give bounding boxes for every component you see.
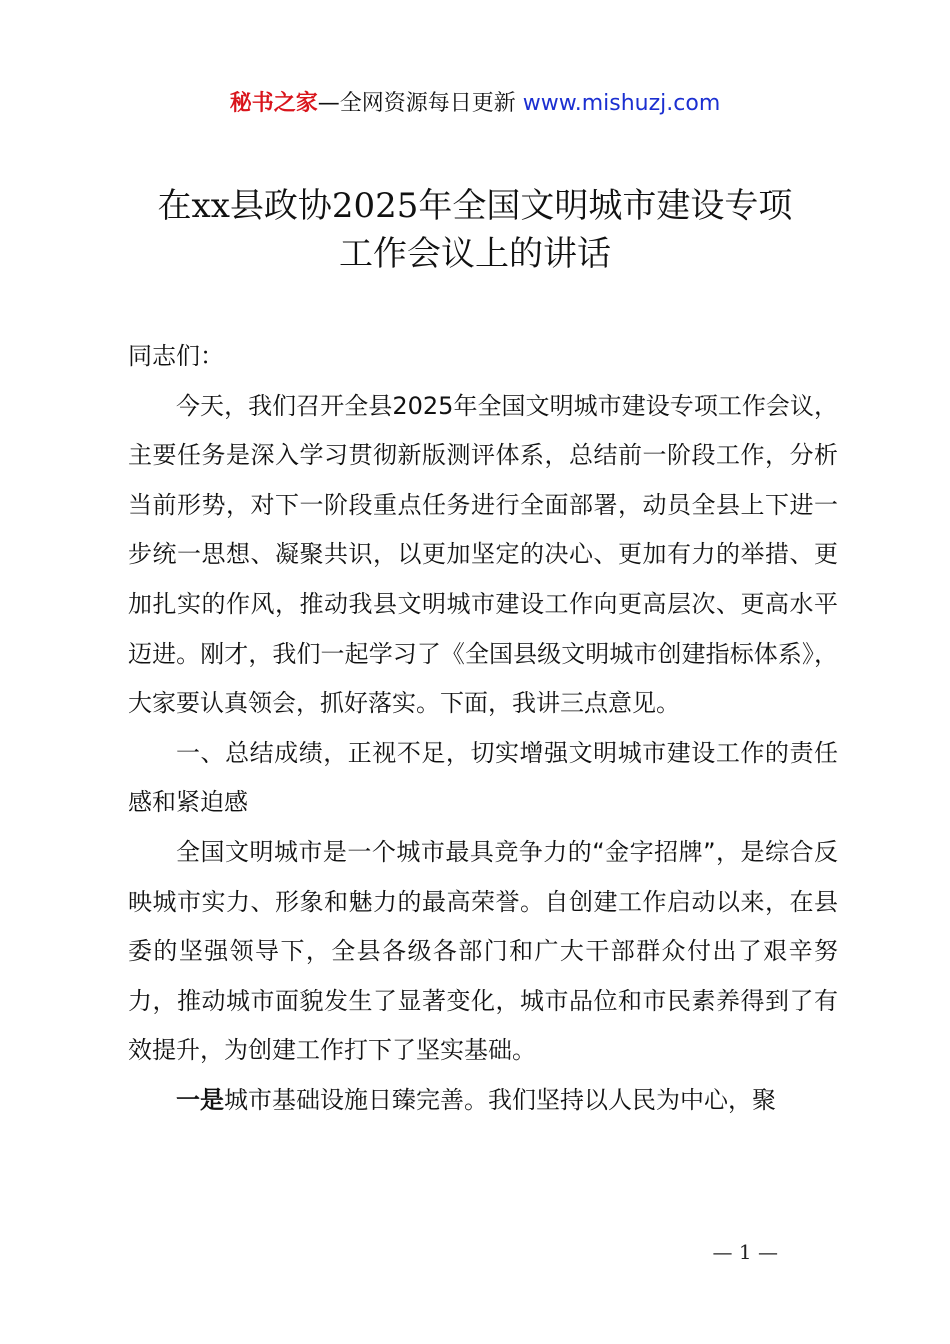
point-1-lead: 一是 xyxy=(176,1085,224,1114)
title-line-1: 在xx县政协2025年全国文明城市建设专项 xyxy=(157,186,793,226)
document-title xyxy=(0,182,950,278)
point-1-text: 城市基础设施日臻完善。我们坚持以人民为中心，聚 xyxy=(224,1085,776,1114)
brand-name: 秘书之家 xyxy=(229,91,318,116)
section-heading-1: 一、总结成绩，正视不足，切实增强文明城市建设工作的责任感和紧迫感 xyxy=(128,738,838,817)
salutation: 同志们： xyxy=(128,342,224,370)
page-number: — 1 — xyxy=(712,1240,778,1264)
banner-slogan: —全网资源每日更新 xyxy=(317,91,516,116)
site-url-link[interactable]: www.mishuzj.com xyxy=(522,91,721,116)
site-banner xyxy=(0,88,950,120)
paragraph-point-1 xyxy=(128,1076,838,1126)
paragraph-achievements: 全国文明城市是一个城市最具竞争力的“金字招牌”，是综合反映城市实力、形象和魅力的最高荣誉。自创建工作启动以来，在县委的坚强领导下，全县各级各部门和广大干部群众付出了艰辛努力，推动城市面貌发生了显著变化，城市品位和市民素养得到了有效提升，为创建工作打下了坚实基础。 xyxy=(128,837,838,1065)
paragraph-intro: 今天，我们召开全县2025年全国文明城市建设专项工作会议，主要任务是深入学习贯彻新版测评体系，总结前一阶段工作，分析当前形势，对下一阶段重点任务进行全面部署，动员全县上下进一步统一思想、凝聚共识，以更加坚定的决心、更加有力的举措、更加扎实的作风，推动我县文明城市建设工作向更高层次、更高水平迈进。刚才，我们一起学习了《全国县级文明城市创建指标体系》，大家要认真领会，抓好落实。下面，我讲三点意见。 xyxy=(128,391,838,718)
title-line-2: 工作会议上的讲话 xyxy=(339,234,611,274)
document-body xyxy=(128,332,838,1126)
